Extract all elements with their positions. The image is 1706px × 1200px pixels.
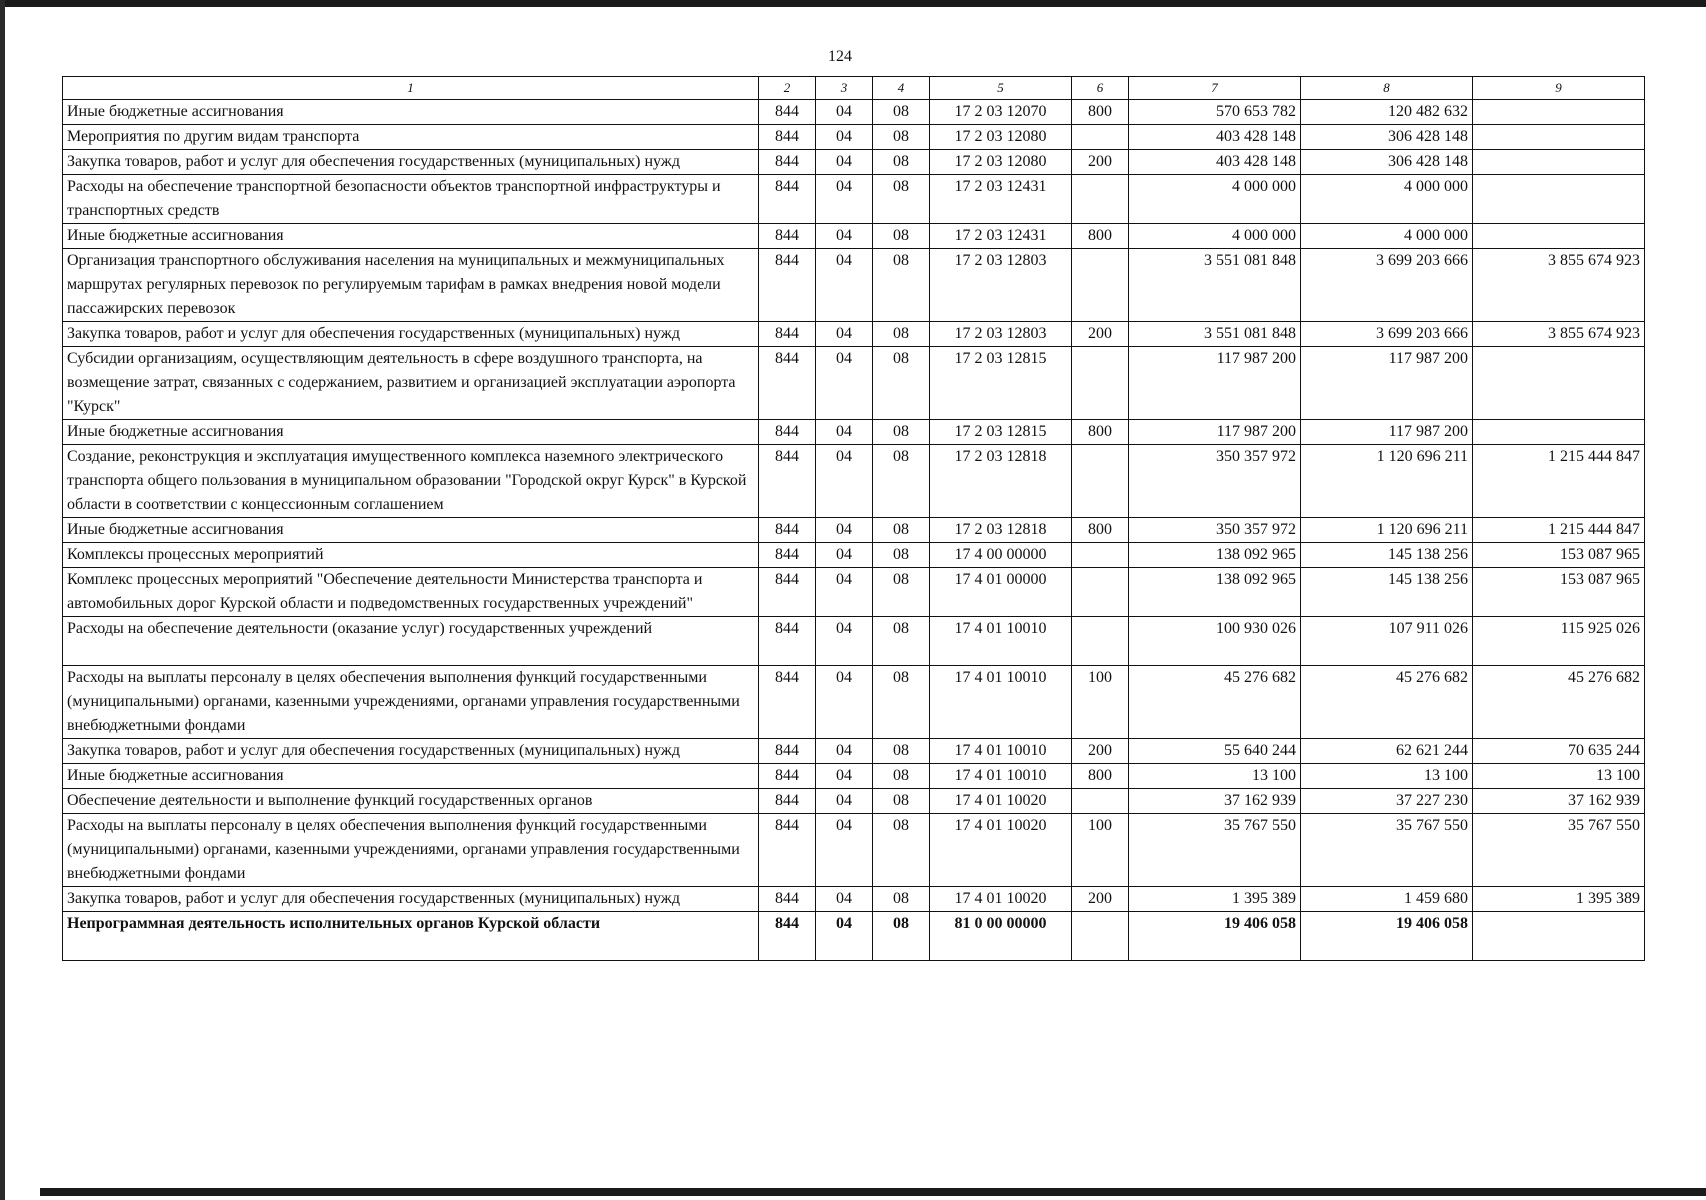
section-cell: 04 xyxy=(816,764,873,789)
row-name-cell: Расходы на обеспечение деятельности (оказание услуг) государственных учреждений xyxy=(63,617,759,666)
table-row xyxy=(63,100,1645,125)
amount-cell-col9: 1 215 444 847 xyxy=(1473,445,1645,518)
section-cell: 04 xyxy=(816,420,873,445)
amount-cell-col8: 35 767 550 xyxy=(1301,814,1473,887)
section-cell: 04 xyxy=(816,666,873,739)
row-name-cell: Иные бюджетные ассигнования xyxy=(63,224,759,249)
subsection-cell: 08 xyxy=(873,887,930,912)
table-row xyxy=(63,666,1645,739)
expense-type-cell: 800 xyxy=(1072,764,1129,789)
amount-cell-col7: 570 653 782 xyxy=(1129,100,1301,125)
header-cell: 3 xyxy=(816,77,873,100)
amount-cell-col9: 1 395 389 xyxy=(1473,887,1645,912)
page-number: 124 xyxy=(828,48,852,65)
amount-cell-col7: 35 767 550 xyxy=(1129,814,1301,887)
gov-code-cell: 844 xyxy=(759,739,816,764)
table-row xyxy=(63,150,1645,175)
header-cell: 4 xyxy=(873,77,930,100)
gov-code-cell: 844 xyxy=(759,347,816,420)
gov-code-cell: 844 xyxy=(759,150,816,175)
gov-code-cell: 844 xyxy=(759,125,816,150)
expense-type-cell xyxy=(1072,347,1129,420)
target-article-cell: 17 2 03 12080 xyxy=(930,150,1072,175)
target-article-cell: 17 4 01 10020 xyxy=(930,789,1072,814)
amount-cell-col7: 117 987 200 xyxy=(1129,420,1301,445)
amount-cell-col7: 3 551 081 848 xyxy=(1129,249,1301,322)
header-cell: 1 xyxy=(63,77,759,100)
section-cell: 04 xyxy=(816,518,873,543)
section-cell: 04 xyxy=(816,100,873,125)
amount-cell-col8: 45 276 682 xyxy=(1301,666,1473,739)
subsection-cell: 08 xyxy=(873,814,930,887)
subsection-cell: 08 xyxy=(873,912,930,961)
row-name-cell: Закупка товаров, работ и услуг для обеспечения государственных (муниципальных) нужд xyxy=(63,150,759,175)
gov-code-cell: 844 xyxy=(759,912,816,961)
target-article-cell: 17 2 03 12080 xyxy=(930,125,1072,150)
table-row xyxy=(63,347,1645,420)
subsection-cell: 08 xyxy=(873,322,930,347)
expense-type-cell: 200 xyxy=(1072,887,1129,912)
section-cell: 04 xyxy=(816,814,873,887)
header-cell: 5 xyxy=(930,77,1072,100)
table-row xyxy=(63,125,1645,150)
amount-cell-col9 xyxy=(1473,125,1645,150)
amount-cell-col9 xyxy=(1473,224,1645,249)
row-name-cell: Субсидии организациям, осуществляющим деятельность в сфере воздушного транспорта, на возмещение затрат, связанных с содержанием, развитием и организацией эксплуатации аэропорта "Курск" xyxy=(63,347,759,420)
subsection-cell: 08 xyxy=(873,518,930,543)
header-cell: 8 xyxy=(1301,77,1473,100)
table-row xyxy=(63,617,1645,666)
subsection-cell: 08 xyxy=(873,789,930,814)
row-name-cell: Организация транспортного обслуживания населения на муниципальных и межмуниципальных маршрутах регулярных перевозок по регулируемым тарифам в рамках внедрения новой модели пассажирских перевозок xyxy=(63,249,759,322)
header-cell: 7 xyxy=(1129,77,1301,100)
section-cell: 04 xyxy=(816,789,873,814)
amount-cell-col7: 3 551 081 848 xyxy=(1129,322,1301,347)
amount-cell-col9: 35 767 550 xyxy=(1473,814,1645,887)
amount-cell-col8: 117 987 200 xyxy=(1301,347,1473,420)
table-row xyxy=(63,739,1645,764)
table-row xyxy=(63,518,1645,543)
target-article-cell: 17 2 03 12818 xyxy=(930,518,1072,543)
scan-border-left xyxy=(0,0,5,1200)
amount-cell-col7: 403 428 148 xyxy=(1129,150,1301,175)
amount-cell-col8: 62 621 244 xyxy=(1301,739,1473,764)
expense-type-cell xyxy=(1072,445,1129,518)
section-cell: 04 xyxy=(816,125,873,150)
header-cell: 9 xyxy=(1473,77,1645,100)
amount-cell-col9: 70 635 244 xyxy=(1473,739,1645,764)
target-article-cell: 17 2 03 12431 xyxy=(930,224,1072,249)
amount-cell-col8: 4 000 000 xyxy=(1301,224,1473,249)
amount-cell-col8: 3 699 203 666 xyxy=(1301,249,1473,322)
gov-code-cell: 844 xyxy=(759,420,816,445)
scan-border-top xyxy=(0,0,1706,7)
amount-cell-col9: 1 215 444 847 xyxy=(1473,518,1645,543)
target-article-cell: 17 2 03 12803 xyxy=(930,249,1072,322)
amount-cell-col7: 1 395 389 xyxy=(1129,887,1301,912)
gov-code-cell: 844 xyxy=(759,518,816,543)
header-row xyxy=(63,77,1645,100)
budget-table xyxy=(62,76,1645,961)
amount-cell-col8: 4 000 000 xyxy=(1301,175,1473,224)
expense-type-cell xyxy=(1072,568,1129,617)
target-article-cell: 17 2 03 12070 xyxy=(930,100,1072,125)
table-row xyxy=(63,249,1645,322)
amount-cell-col8: 117 987 200 xyxy=(1301,420,1473,445)
amount-cell-col8: 3 699 203 666 xyxy=(1301,322,1473,347)
row-name-cell: Мероприятия по другим видам транспорта xyxy=(63,125,759,150)
row-name-cell: Расходы на выплаты персоналу в целях обеспечения выполнения функций государственными (муниципальными) органами, казенными учреждениями, органами управления государственными внебюджетными фондами xyxy=(63,814,759,887)
amount-cell-col7: 117 987 200 xyxy=(1129,347,1301,420)
header-cell: 6 xyxy=(1072,77,1129,100)
target-article-cell: 17 4 01 10020 xyxy=(930,814,1072,887)
amount-cell-col9: 115 925 026 xyxy=(1473,617,1645,666)
gov-code-cell: 844 xyxy=(759,666,816,739)
row-name-cell: Закупка товаров, работ и услуг для обеспечения государственных (муниципальных) нужд xyxy=(63,739,759,764)
gov-code-cell: 844 xyxy=(759,814,816,887)
amount-cell-col8: 37 227 230 xyxy=(1301,789,1473,814)
amount-cell-col7: 138 092 965 xyxy=(1129,568,1301,617)
target-article-cell: 17 4 01 10010 xyxy=(930,764,1072,789)
amount-cell-col8: 145 138 256 xyxy=(1301,543,1473,568)
row-name-cell: Обеспечение деятельности и выполнение функций государственных органов xyxy=(63,789,759,814)
amount-cell-col9: 3 855 674 923 xyxy=(1473,249,1645,322)
table-row xyxy=(63,789,1645,814)
expense-type-cell xyxy=(1072,617,1129,666)
amount-cell-col7: 4 000 000 xyxy=(1129,224,1301,249)
amount-cell-col7: 37 162 939 xyxy=(1129,789,1301,814)
row-name-cell: Закупка товаров, работ и услуг для обеспечения государственных (муниципальных) нужд xyxy=(63,322,759,347)
section-cell: 04 xyxy=(816,150,873,175)
subsection-cell: 08 xyxy=(873,347,930,420)
amount-cell-col9: 153 087 965 xyxy=(1473,543,1645,568)
target-article-cell: 17 4 01 10020 xyxy=(930,887,1072,912)
subsection-cell: 08 xyxy=(873,175,930,224)
table-row xyxy=(63,887,1645,912)
amount-cell-col7: 350 357 972 xyxy=(1129,445,1301,518)
amount-cell-col7: 100 930 026 xyxy=(1129,617,1301,666)
table-row xyxy=(63,912,1645,961)
table-body xyxy=(63,100,1645,961)
target-article-cell: 17 4 01 10010 xyxy=(930,666,1072,739)
subsection-cell: 08 xyxy=(873,543,930,568)
gov-code-cell: 844 xyxy=(759,789,816,814)
row-name-cell: Иные бюджетные ассигнования xyxy=(63,518,759,543)
amount-cell-col9 xyxy=(1473,175,1645,224)
amount-cell-col8: 13 100 xyxy=(1301,764,1473,789)
target-article-cell: 17 4 01 10010 xyxy=(930,739,1072,764)
gov-code-cell: 844 xyxy=(759,617,816,666)
expense-type-cell: 800 xyxy=(1072,100,1129,125)
section-cell: 04 xyxy=(816,739,873,764)
target-article-cell: 81 0 00 00000 xyxy=(930,912,1072,961)
gov-code-cell: 844 xyxy=(759,224,816,249)
amount-cell-col9 xyxy=(1473,150,1645,175)
amount-cell-col8: 306 428 148 xyxy=(1301,125,1473,150)
amount-cell-col8: 120 482 632 xyxy=(1301,100,1473,125)
section-cell: 04 xyxy=(816,249,873,322)
expense-type-cell xyxy=(1072,175,1129,224)
section-cell: 04 xyxy=(816,617,873,666)
table-row xyxy=(63,814,1645,887)
gov-code-cell: 844 xyxy=(759,322,816,347)
expense-type-cell: 800 xyxy=(1072,518,1129,543)
amount-cell-col7: 19 406 058 xyxy=(1129,912,1301,961)
expense-type-cell xyxy=(1072,543,1129,568)
subsection-cell: 08 xyxy=(873,617,930,666)
section-cell: 04 xyxy=(816,887,873,912)
section-cell: 04 xyxy=(816,568,873,617)
subsection-cell: 08 xyxy=(873,568,930,617)
table-row xyxy=(63,420,1645,445)
section-cell: 04 xyxy=(816,347,873,420)
row-name-cell: Иные бюджетные ассигнования xyxy=(63,764,759,789)
expense-type-cell xyxy=(1072,249,1129,322)
subsection-cell: 08 xyxy=(873,666,930,739)
target-article-cell: 17 2 03 12818 xyxy=(930,445,1072,518)
amount-cell-col9 xyxy=(1473,347,1645,420)
expense-type-cell xyxy=(1072,789,1129,814)
amount-cell-col9: 3 855 674 923 xyxy=(1473,322,1645,347)
table-row xyxy=(63,764,1645,789)
subsection-cell: 08 xyxy=(873,764,930,789)
amount-cell-col9 xyxy=(1473,912,1645,961)
amount-cell-col7: 4 000 000 xyxy=(1129,175,1301,224)
expense-type-cell: 800 xyxy=(1072,420,1129,445)
expense-type-cell: 200 xyxy=(1072,739,1129,764)
scan-border-bottom xyxy=(40,1188,1706,1196)
table-row xyxy=(63,175,1645,224)
target-article-cell: 17 2 03 12815 xyxy=(930,347,1072,420)
amount-cell-col9 xyxy=(1473,100,1645,125)
section-cell: 04 xyxy=(816,224,873,249)
expense-type-cell: 200 xyxy=(1072,322,1129,347)
amount-cell-col9: 13 100 xyxy=(1473,764,1645,789)
gov-code-cell: 844 xyxy=(759,445,816,518)
amount-cell-col7: 138 092 965 xyxy=(1129,543,1301,568)
row-name-cell: Расходы на выплаты персоналу в целях обеспечения выполнения функций государственными (муниципальными) органами, казенными учреждениями, органами управления государственными внебюджетными фондами xyxy=(63,666,759,739)
subsection-cell: 08 xyxy=(873,224,930,249)
gov-code-cell: 844 xyxy=(759,568,816,617)
subsection-cell: 08 xyxy=(873,125,930,150)
expense-type-cell: 800 xyxy=(1072,224,1129,249)
subsection-cell: 08 xyxy=(873,420,930,445)
subsection-cell: 08 xyxy=(873,445,930,518)
amount-cell-col8: 1 459 680 xyxy=(1301,887,1473,912)
row-name-cell: Иные бюджетные ассигнования xyxy=(63,100,759,125)
header-cell: 2 xyxy=(759,77,816,100)
amount-cell-col8: 107 911 026 xyxy=(1301,617,1473,666)
target-article-cell: 17 4 01 10010 xyxy=(930,617,1072,666)
amount-cell-col8: 145 138 256 xyxy=(1301,568,1473,617)
target-article-cell: 17 4 01 00000 xyxy=(930,568,1072,617)
table-row xyxy=(63,224,1645,249)
row-name-cell: Расходы на обеспечение транспортной безопасности объектов транспортной инфраструктуры и транспортных средств xyxy=(63,175,759,224)
target-article-cell: 17 2 03 12803 xyxy=(930,322,1072,347)
amount-cell-col7: 45 276 682 xyxy=(1129,666,1301,739)
amount-cell-col7: 13 100 xyxy=(1129,764,1301,789)
expense-type-cell: 100 xyxy=(1072,666,1129,739)
gov-code-cell: 844 xyxy=(759,249,816,322)
gov-code-cell: 844 xyxy=(759,175,816,224)
amount-cell-col8: 1 120 696 211 xyxy=(1301,518,1473,543)
amount-cell-col8: 306 428 148 xyxy=(1301,150,1473,175)
section-cell: 04 xyxy=(816,912,873,961)
row-name-cell: Закупка товаров, работ и услуг для обеспечения государственных (муниципальных) нужд xyxy=(63,887,759,912)
gov-code-cell: 844 xyxy=(759,887,816,912)
target-article-cell: 17 4 00 00000 xyxy=(930,543,1072,568)
target-article-cell: 17 2 03 12815 xyxy=(930,420,1072,445)
section-cell: 04 xyxy=(816,175,873,224)
table-row xyxy=(63,543,1645,568)
subsection-cell: 08 xyxy=(873,739,930,764)
amount-cell-col7: 403 428 148 xyxy=(1129,125,1301,150)
table-row xyxy=(63,445,1645,518)
amount-cell-col8: 19 406 058 xyxy=(1301,912,1473,961)
gov-code-cell: 844 xyxy=(759,543,816,568)
row-name-cell: Комплекс процессных мероприятий "Обеспечение деятельности Министерства транспорта и автомобильных дорог Курской области и подведомственных государственных учреждений" xyxy=(63,568,759,617)
amount-cell-col9: 37 162 939 xyxy=(1473,789,1645,814)
table-row xyxy=(63,322,1645,347)
subsection-cell: 08 xyxy=(873,150,930,175)
subsection-cell: 08 xyxy=(873,100,930,125)
amount-cell-col7: 350 357 972 xyxy=(1129,518,1301,543)
expense-type-cell: 200 xyxy=(1072,150,1129,175)
section-cell: 04 xyxy=(816,322,873,347)
gov-code-cell: 844 xyxy=(759,100,816,125)
amount-cell-col8: 1 120 696 211 xyxy=(1301,445,1473,518)
row-name-cell: Комплексы процессных мероприятий xyxy=(63,543,759,568)
section-cell: 04 xyxy=(816,445,873,518)
expense-type-cell xyxy=(1072,912,1129,961)
gov-code-cell: 844 xyxy=(759,764,816,789)
expense-type-cell: 100 xyxy=(1072,814,1129,887)
table-row xyxy=(63,568,1645,617)
amount-cell-col9 xyxy=(1473,420,1645,445)
amount-cell-col9: 45 276 682 xyxy=(1473,666,1645,739)
row-name-cell: Создание, реконструкция и эксплуатация имущественного комплекса наземного электрического транспорта общего пользования в муниципальном образовании "Городской округ Курск" в Курской области в соответствии с концессионным соглашением xyxy=(63,445,759,518)
amount-cell-col9: 153 087 965 xyxy=(1473,568,1645,617)
subsection-cell: 08 xyxy=(873,249,930,322)
row-name-cell: Непрограммная деятельность исполнительных органов Курской области xyxy=(63,912,759,961)
expense-type-cell xyxy=(1072,125,1129,150)
section-cell: 04 xyxy=(816,543,873,568)
row-name-cell: Иные бюджетные ассигнования xyxy=(63,420,759,445)
amount-cell-col7: 55 640 244 xyxy=(1129,739,1301,764)
target-article-cell: 17 2 03 12431 xyxy=(930,175,1072,224)
